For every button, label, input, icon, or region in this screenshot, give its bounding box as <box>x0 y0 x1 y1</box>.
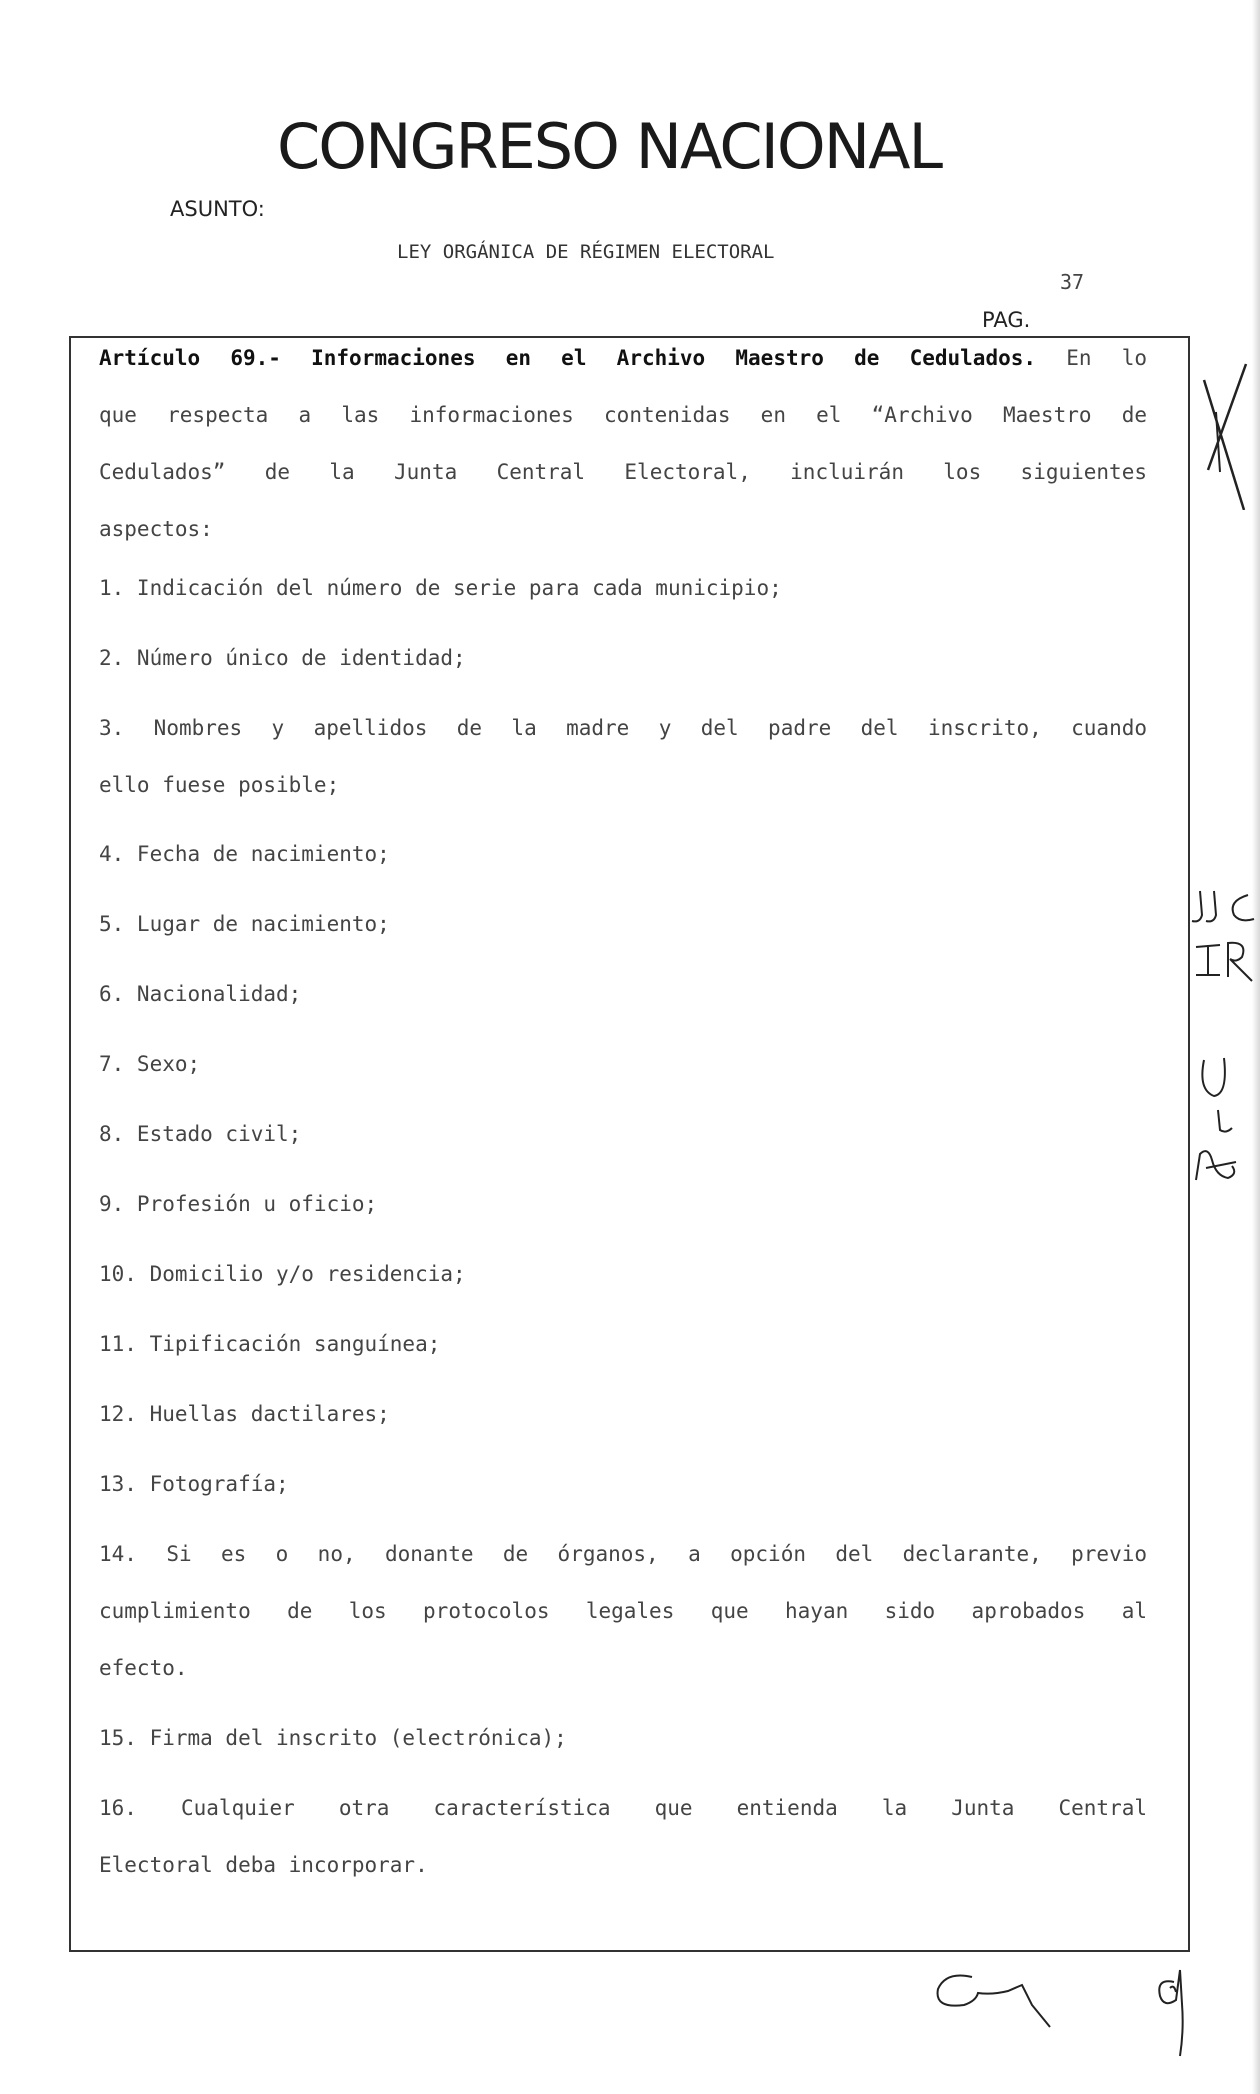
list-item-continuation: efecto. <box>99 1656 188 1680</box>
list-item: 7. Sexo; <box>99 1052 201 1076</box>
article-intro-line: que respecta a las informaciones contenidas en el “Archivo Maestro de <box>99 403 1147 427</box>
list-item-continuation: cumplimiento de los protocolos legales que hayan sido aprobados al <box>99 1599 1147 1623</box>
article-first-line <box>99 338 1147 378</box>
margin-initials-jjc <box>1190 885 1260 995</box>
article-intro-start: En lo <box>1036 346 1147 370</box>
list-item: 4. Fecha de nacimiento; <box>99 842 390 866</box>
article-intro-line: aspectos: <box>99 517 213 541</box>
list-item: 13. Fotografía; <box>99 1472 289 1496</box>
list-item-continuation: Electoral deba incorporar. <box>99 1853 428 1877</box>
list-item: 8. Estado civil; <box>99 1122 302 1146</box>
list-item: 9. Profesión u oficio; <box>99 1192 378 1216</box>
list-item: 10. Domicilio y/o residencia; <box>99 1262 466 1286</box>
page-title: CONGRESO NACIONAL <box>277 110 942 183</box>
list-item: 12. Huellas dactilares; <box>99 1402 390 1426</box>
asunto-label: ASUNTO: <box>170 197 265 221</box>
document-subject: LEY ORGÁNICA DE RÉGIMEN ELECTORAL <box>397 241 775 263</box>
list-item: 16. Cualquier otra característica que entienda la Junta Central <box>99 1796 1147 1820</box>
list-item: 3. Nombres y apellidos de la madre y del padre del inscrito, cuando <box>99 716 1147 740</box>
page-edge-shadow <box>1252 0 1260 2094</box>
list-item: 1. Indicación del número de serie para cada municipio; <box>99 576 782 600</box>
list-item: 14. Si es o no, donante de órganos, a opción del declarante, previo <box>99 1542 1147 1566</box>
list-item: 2. Número único de identidad; <box>99 646 466 670</box>
signature-initial-mark <box>1150 1960 1200 2060</box>
list-item: 11. Tipificación sanguínea; <box>99 1332 441 1356</box>
article-intro-line: Cedulados” de la Junta Central Electoral, incluirán los siguientes <box>99 460 1147 484</box>
list-item: 15. Firma del inscrito (electrónica); <box>99 1726 567 1750</box>
margin-initials-mark <box>1196 360 1256 510</box>
list-item: 6. Nacionalidad; <box>99 982 302 1006</box>
article-heading: Artículo 69.- Informaciones en el Archivo Maestro de Cedulados. <box>99 346 1037 370</box>
signature-mark <box>912 1965 1072 2040</box>
pag-label: PAG. <box>982 308 1031 332</box>
list-item: 5. Lugar de nacimiento; <box>99 912 390 936</box>
page-number: 37 <box>1060 270 1085 294</box>
margin-initials-vertical <box>1192 1050 1242 1190</box>
list-item-continuation: ello fuese posible; <box>99 773 340 797</box>
